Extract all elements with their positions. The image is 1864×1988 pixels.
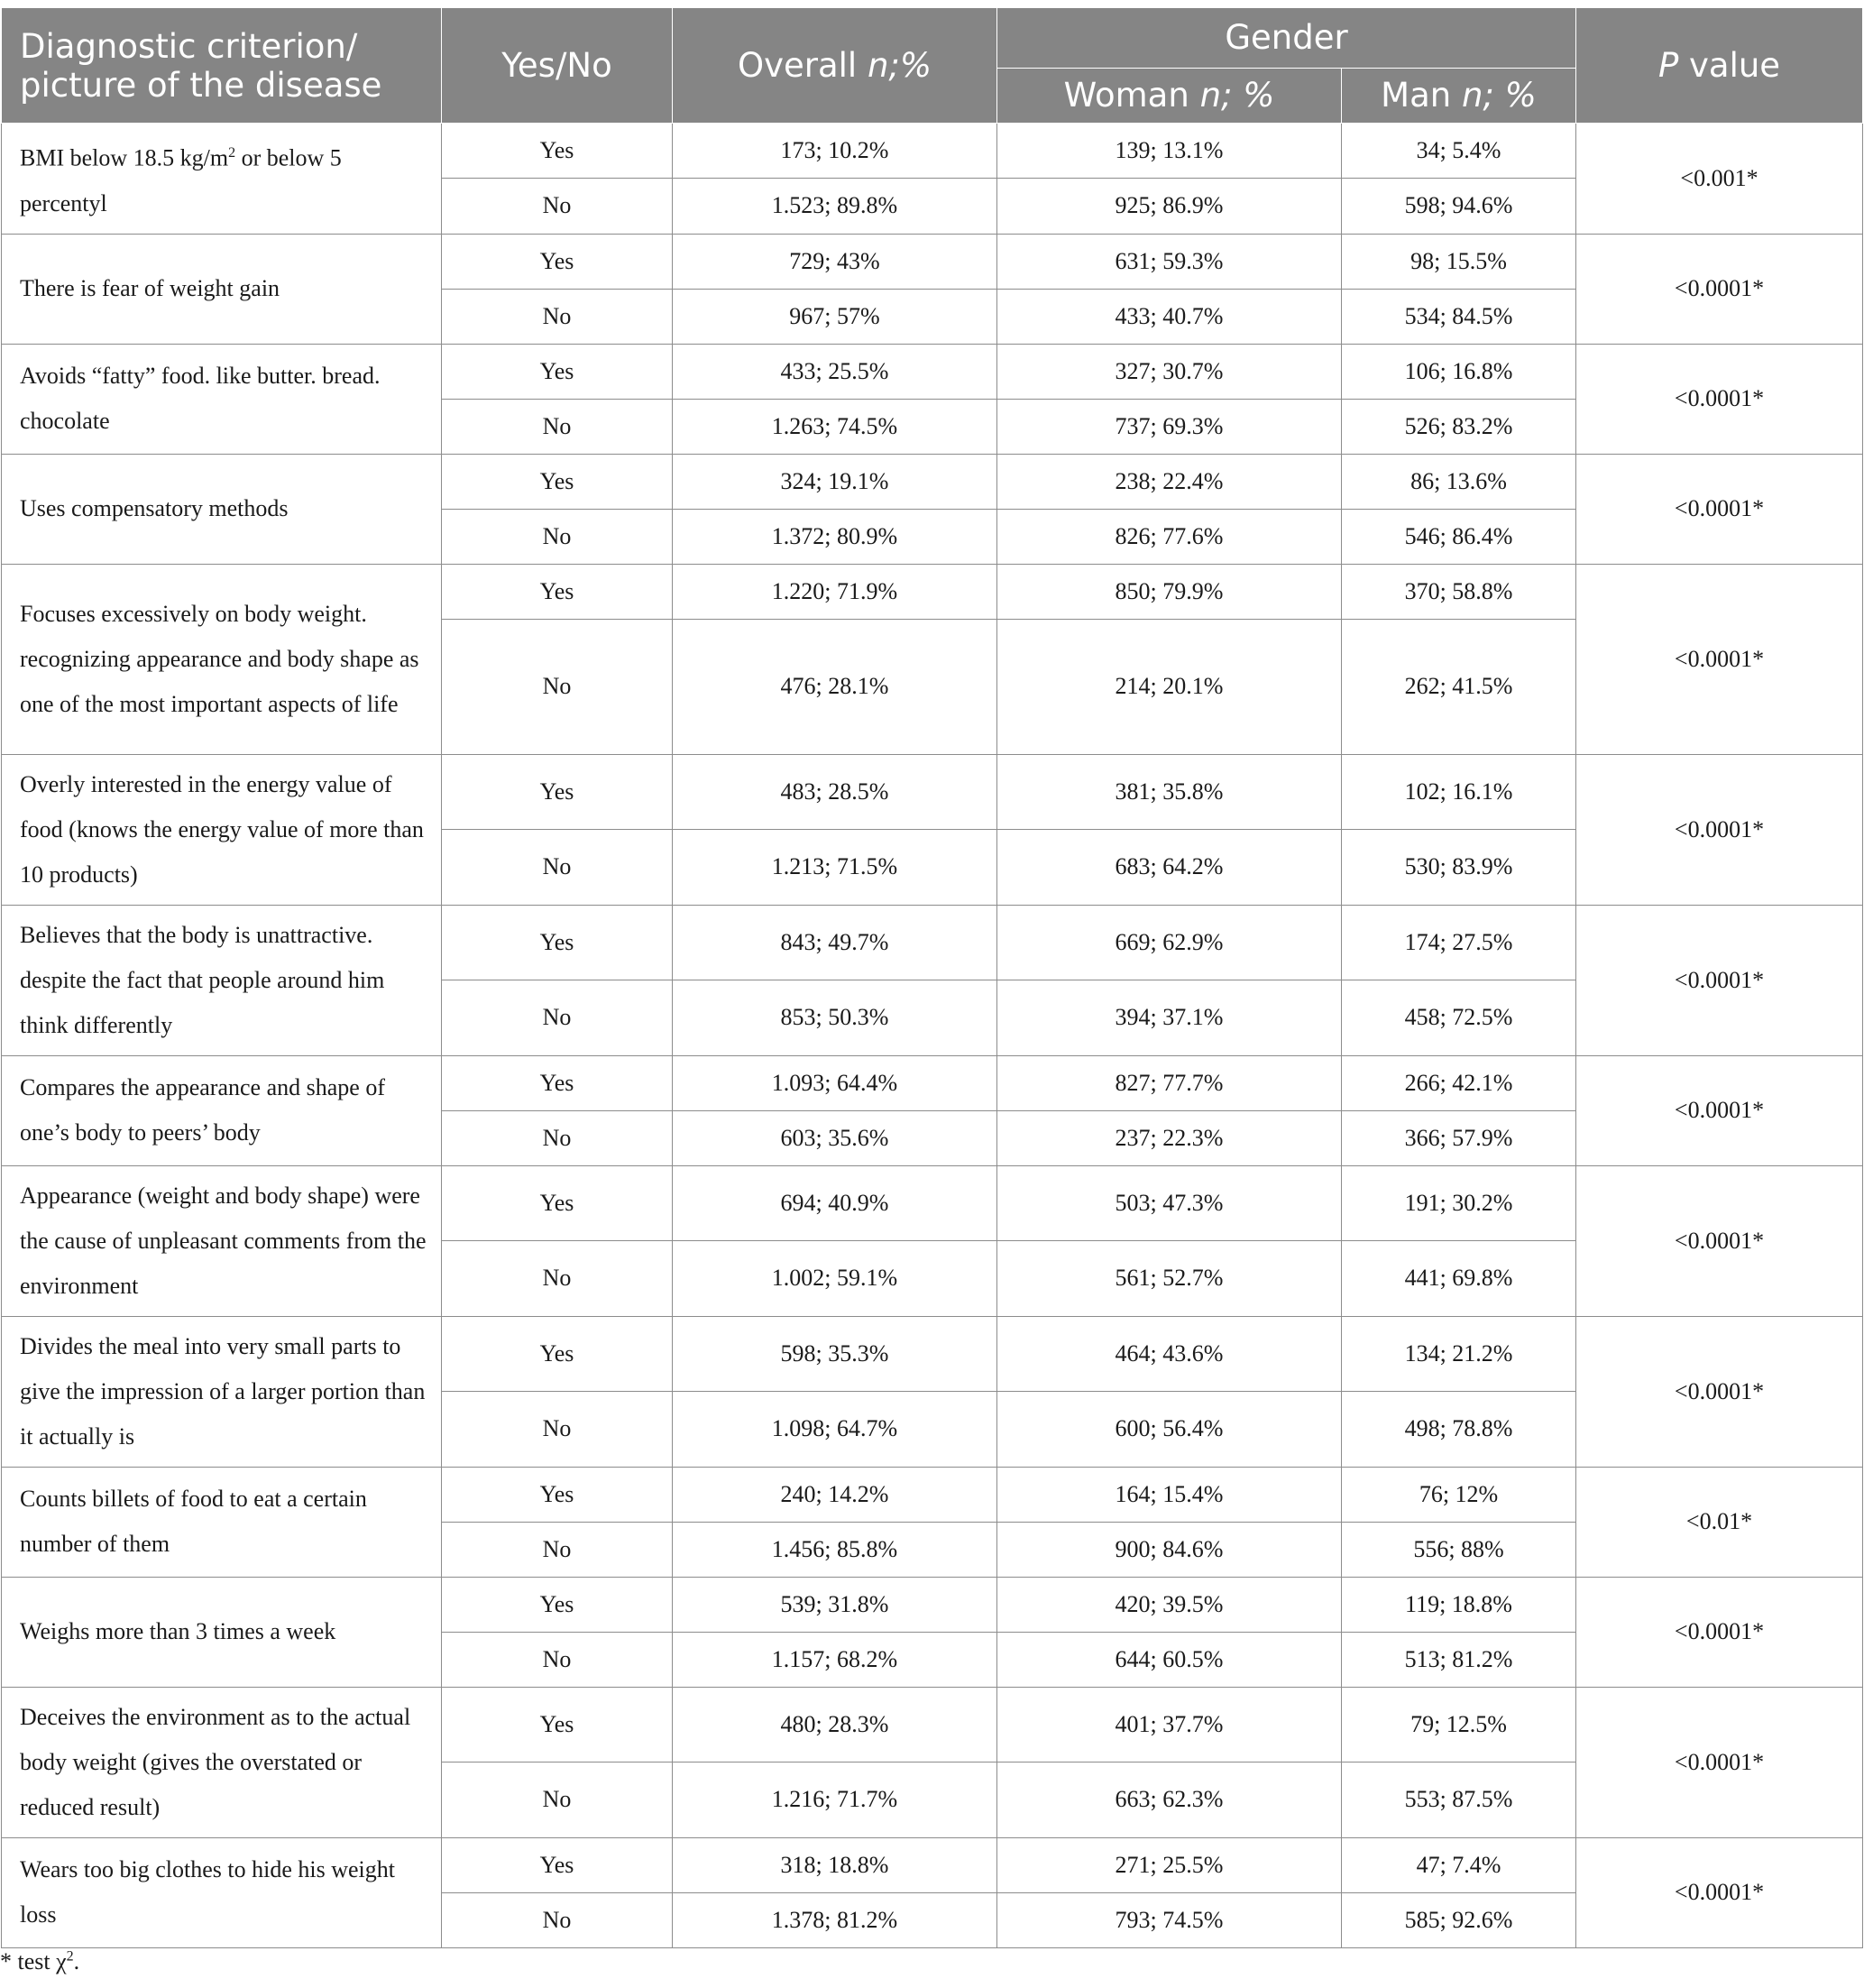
table-row: [2, 124, 1863, 179]
header-gender: [997, 8, 1576, 69]
header-woman-unit: n; %: [1199, 76, 1275, 115]
criterion-cell: [2, 1055, 442, 1165]
overall-cell: 853; 50.3%: [673, 980, 997, 1056]
table-body: [2, 124, 1863, 1948]
yes-no-cell: No: [442, 980, 673, 1056]
header-yes-no: [442, 8, 673, 124]
p-value-cell: <0.001*: [1576, 124, 1863, 235]
woman-cell: 327; 30.7%: [997, 344, 1342, 399]
overall-cell: 433; 25.5%: [673, 344, 997, 399]
man-cell: 370; 58.8%: [1342, 564, 1576, 619]
header-p-text: value: [1678, 46, 1781, 85]
criterion-cell: [2, 1467, 442, 1577]
man-cell: 79; 12.5%: [1342, 1687, 1576, 1763]
overall-cell: 324; 19.1%: [673, 454, 997, 509]
overall-cell: 1.002; 59.1%: [673, 1241, 997, 1317]
header-man-unit: n; %: [1461, 76, 1537, 115]
table-row: [2, 905, 1863, 980]
header-yes-no-text: Yes/No: [501, 46, 612, 85]
overall-cell: 1.098; 64.7%: [673, 1392, 997, 1468]
man-cell: 534; 84.5%: [1342, 289, 1576, 344]
p-value-cell: <0.01*: [1576, 1467, 1863, 1577]
criterion-cell: [2, 564, 442, 754]
man-cell: 86; 13.6%: [1342, 454, 1576, 509]
p-value-cell: <0.0001*: [1576, 1165, 1863, 1316]
footnote-end: .: [73, 1948, 80, 1974]
overall-cell: 1.216; 71.7%: [673, 1763, 997, 1838]
woman-cell: 381; 35.8%: [997, 754, 1342, 830]
criterion-cell: [2, 124, 442, 235]
p-value-cell: <0.0001*: [1576, 1577, 1863, 1687]
yes-no-cell: Yes: [442, 454, 673, 509]
man-cell: 546; 86.4%: [1342, 509, 1576, 564]
p-value-cell: <0.0001*: [1576, 1837, 1863, 1947]
yes-no-cell: Yes: [442, 754, 673, 830]
man-cell: 498; 78.8%: [1342, 1392, 1576, 1468]
woman-cell: 164; 15.4%: [997, 1467, 1342, 1522]
man-cell: 98; 15.5%: [1342, 234, 1576, 289]
yes-no-cell: Yes: [442, 1467, 673, 1522]
criterion-text: Appearance (weight and body shape) were the cause of unpleasant comments from the environment: [20, 1182, 427, 1299]
man-cell: 513; 81.2%: [1342, 1632, 1576, 1687]
overall-cell: 480; 28.3%: [673, 1687, 997, 1763]
criterion-cell: [2, 1837, 442, 1947]
woman-cell: 271; 25.5%: [997, 1837, 1342, 1892]
overall-cell: 1.372; 80.9%: [673, 509, 997, 564]
yes-no-cell: No: [442, 1892, 673, 1947]
woman-cell: 631; 59.3%: [997, 234, 1342, 289]
woman-cell: 600; 56.4%: [997, 1392, 1342, 1468]
man-cell: 262; 41.5%: [1342, 619, 1576, 754]
p-value-cell: <0.0001*: [1576, 1687, 1863, 1837]
man-cell: 119; 18.8%: [1342, 1577, 1576, 1632]
overall-cell: 729; 43%: [673, 234, 997, 289]
woman-cell: 900; 84.6%: [997, 1522, 1342, 1577]
overall-cell: 1.263; 74.5%: [673, 399, 997, 454]
criterion-text: Compares the appearance and shape of one’s body to peers’ body: [20, 1074, 385, 1146]
overall-cell: 483; 28.5%: [673, 754, 997, 830]
header-overall: [673, 8, 997, 124]
yes-no-cell: Yes: [442, 1577, 673, 1632]
overall-cell: 603; 35.6%: [673, 1110, 997, 1165]
overall-cell: 1.093; 64.4%: [673, 1055, 997, 1110]
header-criterion: [2, 8, 442, 124]
overall-cell: 967; 57%: [673, 289, 997, 344]
overall-cell: 598; 35.3%: [673, 1316, 997, 1392]
woman-cell: 737; 69.3%: [997, 399, 1342, 454]
woman-cell: 669; 62.9%: [997, 905, 1342, 980]
yes-no-cell: No: [442, 509, 673, 564]
p-value-cell: <0.0001*: [1576, 344, 1863, 454]
table-row: [2, 1837, 1863, 1892]
woman-cell: 644; 60.5%: [997, 1632, 1342, 1687]
yes-no-cell: Yes: [442, 564, 673, 619]
woman-cell: 925; 86.9%: [997, 179, 1342, 234]
yes-no-cell: No: [442, 399, 673, 454]
overall-cell: 476; 28.1%: [673, 619, 997, 754]
criterion-text: Divides the meal into very small parts to give the impression of a larger portion than it actually is: [20, 1332, 426, 1450]
criterion-text: There is fear of weight gain: [20, 275, 280, 302]
woman-cell: 683; 64.2%: [997, 830, 1342, 906]
p-value-cell: <0.0001*: [1576, 564, 1863, 754]
overall-cell: 1.523; 89.8%: [673, 179, 997, 234]
criterion-cell: [2, 1577, 442, 1687]
header-woman: [997, 68, 1342, 123]
footnote-text: * test χ: [0, 1948, 67, 1974]
criterion-cell: [2, 754, 442, 905]
yes-no-cell: No: [442, 179, 673, 234]
yes-no-cell: Yes: [442, 234, 673, 289]
criterion-cell: [2, 905, 442, 1055]
criterion-text: Uses compensatory methods: [20, 495, 289, 522]
man-cell: 598; 94.6%: [1342, 179, 1576, 234]
yes-no-cell: No: [442, 1763, 673, 1838]
yes-no-cell: Yes: [442, 1165, 673, 1241]
woman-cell: 464; 43.6%: [997, 1316, 1342, 1392]
criterion-text: Focuses excessively on body weight. recognizing appearance and body shape as one of the most important aspects of life: [20, 600, 419, 717]
yes-no-cell: Yes: [442, 905, 673, 980]
woman-cell: 561; 52.7%: [997, 1241, 1342, 1317]
table-row: [2, 754, 1863, 830]
table-row: [2, 1316, 1863, 1392]
table-row: [2, 1577, 1863, 1632]
criterion-text: Weighs more than 3 times a week: [20, 1618, 336, 1645]
woman-cell: 401; 37.7%: [997, 1687, 1342, 1763]
yes-no-cell: No: [442, 1392, 673, 1468]
header-overall-unit: n;%: [867, 46, 932, 85]
table-row: [2, 1165, 1863, 1241]
overall-cell: 318; 18.8%: [673, 1837, 997, 1892]
criterion-text-tail: or below 5 percentyl: [20, 144, 342, 216]
man-cell: 458; 72.5%: [1342, 980, 1576, 1056]
header-criterion-text: Diagnostic criterion/ picture of the disease: [20, 26, 382, 105]
criterion-cell: [2, 1687, 442, 1837]
header-gender-text: Gender: [1225, 18, 1348, 58]
woman-cell: 850; 79.9%: [997, 564, 1342, 619]
yes-no-cell: Yes: [442, 344, 673, 399]
woman-cell: 826; 77.6%: [997, 509, 1342, 564]
yes-no-cell: Yes: [442, 1316, 673, 1392]
woman-cell: 238; 22.4%: [997, 454, 1342, 509]
man-cell: 34; 5.4%: [1342, 124, 1576, 179]
overall-cell: 1.220; 71.9%: [673, 564, 997, 619]
yes-no-cell: Yes: [442, 1837, 673, 1892]
p-value-cell: <0.0001*: [1576, 754, 1863, 905]
woman-cell: 433; 40.7%: [997, 289, 1342, 344]
overall-cell: 1.157; 68.2%: [673, 1632, 997, 1687]
header-man: [1342, 68, 1576, 123]
overall-cell: 539; 31.8%: [673, 1577, 997, 1632]
overall-cell: 240; 14.2%: [673, 1467, 997, 1522]
yes-no-cell: No: [442, 1110, 673, 1165]
header-man-text: Man: [1381, 76, 1462, 115]
table-row: [2, 234, 1863, 289]
man-cell: 106; 16.8%: [1342, 344, 1576, 399]
yes-no-cell: No: [442, 830, 673, 906]
yes-no-cell: No: [442, 619, 673, 754]
woman-cell: 503; 47.3%: [997, 1165, 1342, 1241]
man-cell: 47; 7.4%: [1342, 1837, 1576, 1892]
p-value-cell: <0.0001*: [1576, 1316, 1863, 1467]
man-cell: 441; 69.8%: [1342, 1241, 1576, 1317]
p-value-cell: <0.0001*: [1576, 1055, 1863, 1165]
p-value-cell: <0.0001*: [1576, 905, 1863, 1055]
man-cell: 134; 21.2%: [1342, 1316, 1576, 1392]
yes-no-cell: No: [442, 1241, 673, 1317]
header-p-value: [1576, 8, 1863, 124]
yes-no-cell: No: [442, 1522, 673, 1577]
man-cell: 530; 83.9%: [1342, 830, 1576, 906]
table-row: [2, 454, 1863, 509]
yes-no-cell: Yes: [442, 124, 673, 179]
criterion-text: BMI below 18.5 kg/m: [20, 144, 229, 171]
criterion-text: Wears too big clothes to hide his weight loss: [20, 1856, 395, 1928]
woman-cell: 394; 37.1%: [997, 980, 1342, 1056]
woman-cell: 139; 13.1%: [997, 124, 1342, 179]
criterion-text: Counts billets of food to eat a certain number of them: [20, 1486, 367, 1558]
man-cell: 553; 87.5%: [1342, 1763, 1576, 1838]
table-row: [2, 1687, 1863, 1763]
man-cell: 266; 42.1%: [1342, 1055, 1576, 1110]
header-overall-text: Overall: [737, 46, 868, 85]
footnote: [0, 1948, 79, 1975]
criterion-superscript: 2: [228, 145, 236, 161]
man-cell: 174; 27.5%: [1342, 905, 1576, 980]
p-value-cell: <0.0001*: [1576, 234, 1863, 344]
man-cell: 76; 12%: [1342, 1467, 1576, 1522]
man-cell: 102; 16.1%: [1342, 754, 1576, 830]
results-table: [1, 7, 1863, 1948]
woman-cell: 237; 22.3%: [997, 1110, 1342, 1165]
yes-no-cell: No: [442, 1632, 673, 1687]
overall-cell: 173; 10.2%: [673, 124, 997, 179]
overall-cell: 694; 40.9%: [673, 1165, 997, 1241]
man-cell: 366; 57.9%: [1342, 1110, 1576, 1165]
yes-no-cell: Yes: [442, 1055, 673, 1110]
criterion-text: Overly interested in the energy value of food (knows the energy value of more than 10 products): [20, 770, 424, 888]
table-header: [2, 8, 1863, 124]
woman-cell: 214; 20.1%: [997, 619, 1342, 754]
header-p-symbol: P: [1657, 46, 1679, 85]
table-row: [2, 564, 1863, 619]
table-row: [2, 1467, 1863, 1522]
criterion-cell: [2, 1316, 442, 1467]
criterion-cell: [2, 234, 442, 344]
man-cell: 191; 30.2%: [1342, 1165, 1576, 1241]
criterion-cell: [2, 344, 442, 454]
woman-cell: 793; 74.5%: [997, 1892, 1342, 1947]
footnote-superscript: 2: [66, 1948, 74, 1965]
woman-cell: 663; 62.3%: [997, 1763, 1342, 1838]
header-woman-text: Woman: [1063, 76, 1200, 115]
criterion-text: Believes that the body is unattractive. despite the fact that people around him think differently: [20, 921, 385, 1038]
man-cell: 526; 83.2%: [1342, 399, 1576, 454]
overall-cell: 1.378; 81.2%: [673, 1892, 997, 1947]
table-row: [2, 344, 1863, 399]
criterion-text: Deceives the environment as to the actual body weight (gives the overstated or reduced result): [20, 1703, 411, 1820]
criterion-text: Avoids “fatty” food. like butter. bread. chocolate: [20, 363, 381, 435]
woman-cell: 420; 39.5%: [997, 1577, 1342, 1632]
yes-no-cell: Yes: [442, 1687, 673, 1763]
yes-no-cell: No: [442, 289, 673, 344]
man-cell: 585; 92.6%: [1342, 1892, 1576, 1947]
criterion-cell: [2, 454, 442, 564]
table-row: [2, 1055, 1863, 1110]
man-cell: 556; 88%: [1342, 1522, 1576, 1577]
overall-cell: 843; 49.7%: [673, 905, 997, 980]
p-value-cell: <0.0001*: [1576, 454, 1863, 564]
woman-cell: 827; 77.7%: [997, 1055, 1342, 1110]
criterion-cell: [2, 1165, 442, 1316]
overall-cell: 1.213; 71.5%: [673, 830, 997, 906]
overall-cell: 1.456; 85.8%: [673, 1522, 997, 1577]
